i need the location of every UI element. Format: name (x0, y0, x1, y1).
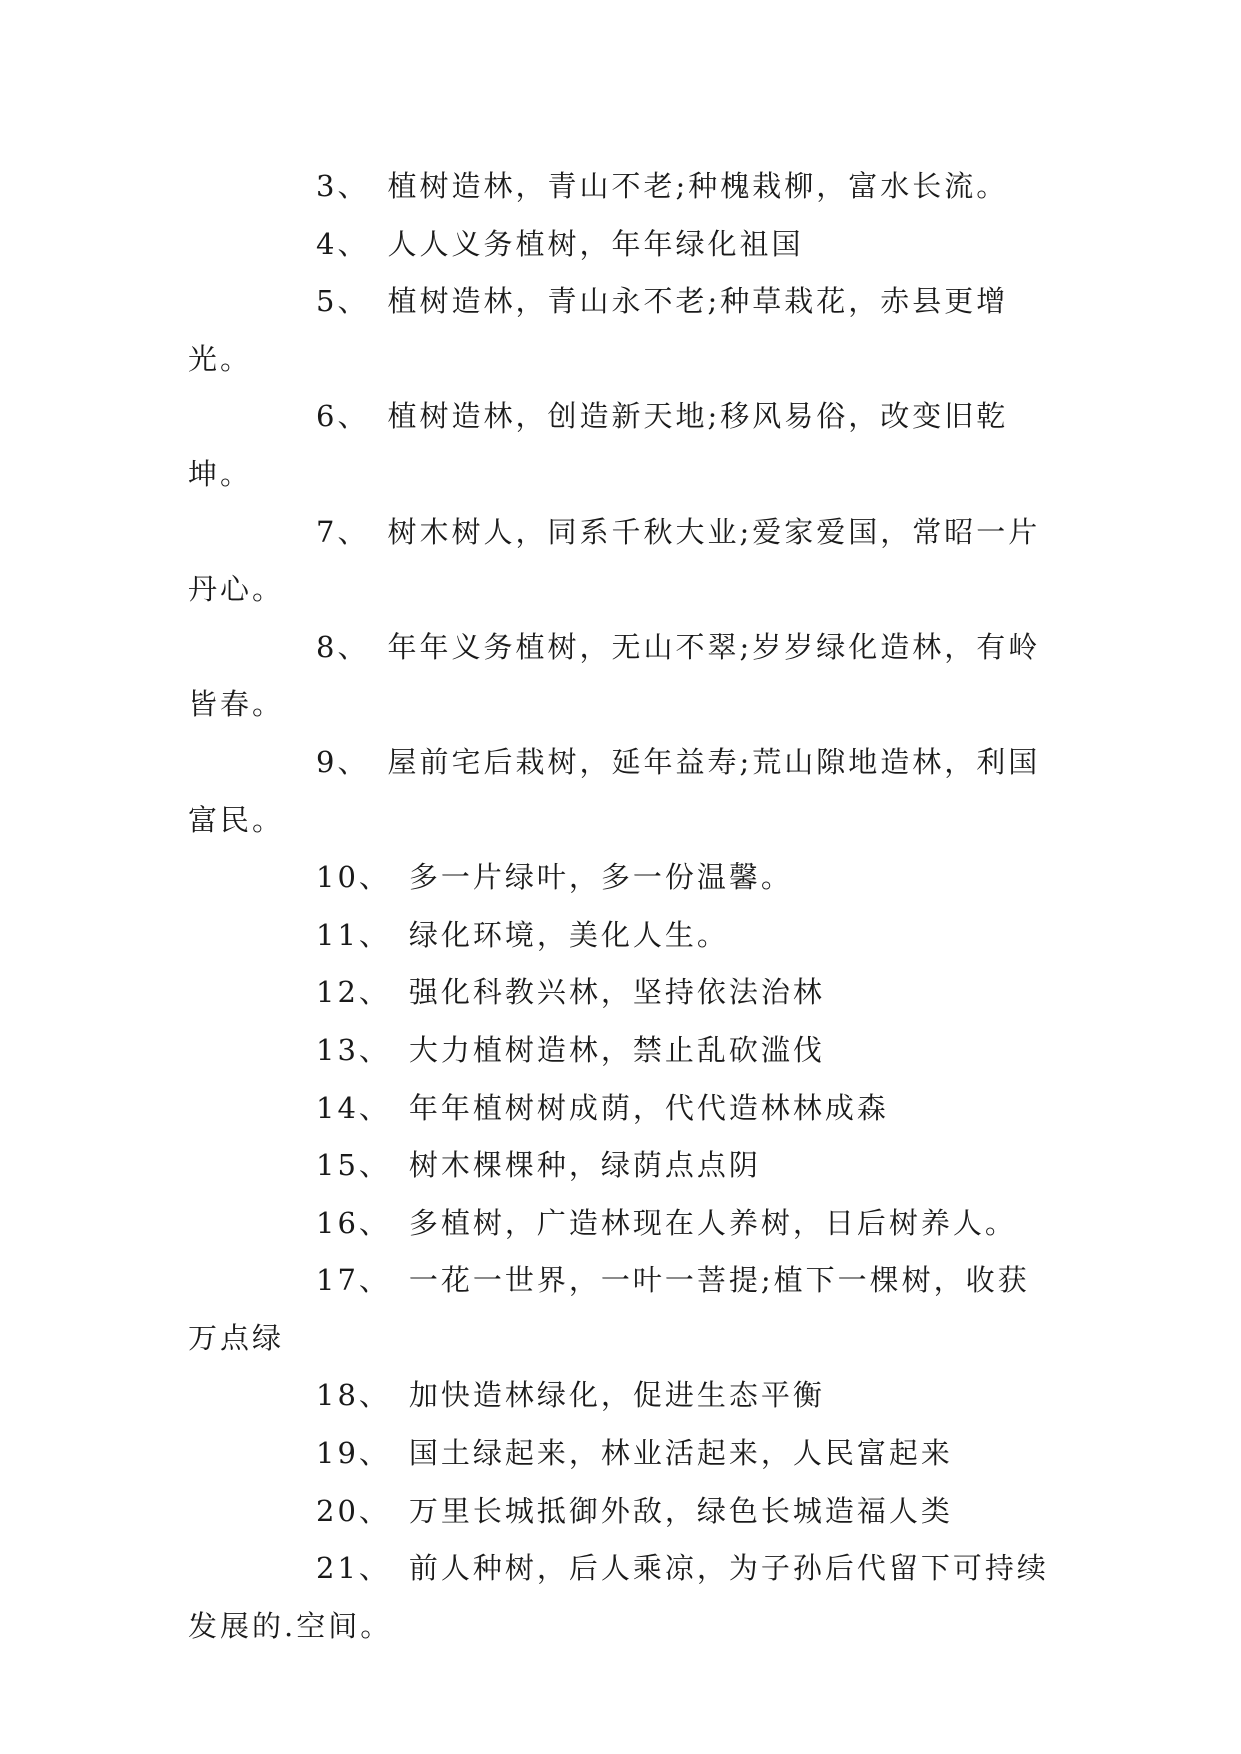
item-number: 11、 (316, 917, 391, 952)
item-text: 年年植树树成荫，代代造林林成森 (408, 1090, 889, 1125)
item-number: 16、 (316, 1205, 391, 1240)
item-number: 12、 (316, 975, 391, 1010)
list-item (188, 1425, 1050, 1483)
item-number: 14、 (316, 1090, 391, 1125)
slogan-list (188, 158, 1050, 1655)
list-item (188, 1022, 1050, 1080)
item-text: 屋前宅后栽树，延年益寿;荒山隙地造林，利国富民。 (188, 744, 1041, 837)
item-text: 国土绿起来，林业活起来，人民富起来 (408, 1436, 953, 1471)
list-item (188, 1483, 1050, 1541)
list-item (188, 849, 1050, 907)
item-text: 树木棵棵种，绿荫点点阴 (408, 1148, 761, 1183)
item-text: 树木树人，同系千秋大业;爱家爱国，常昭一片丹心。 (188, 514, 1041, 607)
list-item (188, 1080, 1050, 1138)
list-item (188, 1367, 1050, 1425)
item-text: 植树造林，青山永不老;种草栽花，赤县更增光。 (188, 284, 1009, 376)
list-item (188, 388, 1050, 503)
item-number: 20、 (316, 1493, 391, 1528)
list-item (188, 1195, 1050, 1253)
list-item (188, 158, 1050, 216)
item-number: 4、 (316, 226, 370, 261)
item-text: 大力植树造林，禁止乱砍滥伐 (408, 1032, 825, 1067)
item-text: 绿化环境，美化人生。 (408, 917, 729, 952)
list-item (188, 907, 1050, 965)
item-number: 3、 (316, 169, 370, 203)
item-number: 15、 (316, 1148, 391, 1183)
list-item (188, 1540, 1050, 1655)
item-text: 年年义务植树，无山不翠;岁岁绿化造林，有岭皆春。 (188, 629, 1041, 722)
item-text: 多植树，广造林现在人养树，日后树养人。 (408, 1205, 1017, 1240)
item-number: 19、 (316, 1436, 391, 1471)
list-item (188, 216, 1050, 274)
list-item (188, 273, 1050, 388)
item-number: 7、 (316, 514, 370, 549)
item-text: 多一片绿叶，多一份温馨。 (408, 860, 793, 895)
item-number: 10、 (316, 860, 391, 895)
list-item (188, 964, 1050, 1022)
list-item (188, 1252, 1050, 1367)
list-item (188, 504, 1050, 619)
item-text: 加快造林绿化，促进生态平衡 (408, 1378, 825, 1413)
item-number: 18、 (316, 1378, 391, 1413)
item-text: 强化科教兴林，坚持依法治林 (408, 975, 825, 1010)
item-text: 一花一世界，一叶一菩提;植下一棵树，收获万点绿 (188, 1263, 1030, 1355)
item-number: 17、 (316, 1263, 391, 1298)
item-text: 万里长城抵御外敌，绿色长城造福人类 (408, 1493, 953, 1528)
list-item (188, 1137, 1050, 1195)
item-number: 13、 (316, 1032, 391, 1067)
item-text: 前人种树，后人乘凉，为子孙后代留下可持续发展的.空间。 (188, 1551, 1049, 1643)
list-item (188, 619, 1050, 734)
item-text: 植树造林，青山不老;种槐栽柳，富水长流。 (387, 169, 1009, 203)
item-number: 5、 (316, 284, 370, 319)
item-text: 人人义务植树，年年绿化祖国 (387, 226, 804, 261)
item-number: 21、 (316, 1551, 391, 1586)
item-number: 6、 (316, 399, 370, 434)
list-item (188, 734, 1050, 849)
item-text: 植树造林，创造新天地;移风易俗，改变旧乾坤。 (188, 399, 1009, 491)
item-number: 9、 (316, 744, 370, 779)
item-number: 8、 (316, 629, 370, 664)
